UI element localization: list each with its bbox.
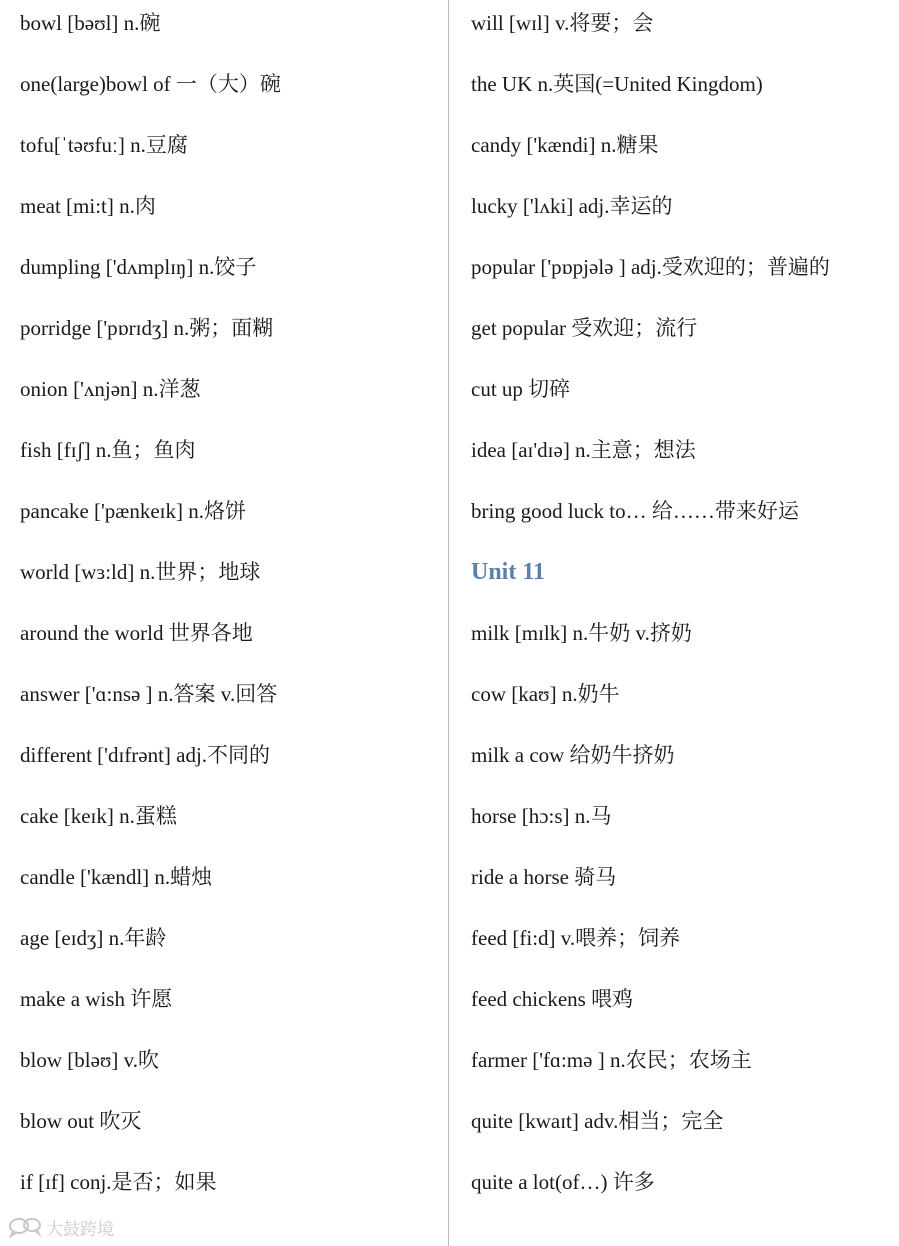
vocab-entry: cut up 切碎 [471, 377, 571, 401]
watermark [8, 1214, 114, 1240]
vocab-entry: porridge ['pɒrɪdʒ] n.粥；面糊 [20, 316, 274, 340]
unit-heading: Unit 11 [471, 559, 546, 585]
vocab-entry: onion ['ʌnjən] n.洋葱 [20, 377, 201, 401]
vocab-entry: answer ['ɑ:nsə ] n.答案 v.回答 [20, 682, 278, 706]
vocab-entry: lucky ['lʌki] adj.幸运的 [471, 194, 673, 218]
vocab-entry: if [ɪf] conj.是否；如果 [20, 1170, 217, 1194]
right-column [471, 0, 891, 1246]
vocab-entry: cow [kaʊ] n.奶牛 [471, 682, 620, 706]
vocab-entry: bowl [bəʊl] n.碗 [20, 11, 161, 35]
vocab-entry: tofu[ˈtəʊfuː] n.豆腐 [20, 133, 188, 157]
vocab-entry: one(large)bowl of 一（大）碗 [20, 72, 281, 96]
vocab-entry: quite [kwaɪt] adv.相当；完全 [471, 1109, 724, 1133]
vocab-entry: different ['dɪfrənt] adj.不同的 [20, 743, 271, 767]
vocab-entry: feed chickens 喂鸡 [471, 987, 634, 1011]
vocab-entry: make a wish 许愿 [20, 987, 173, 1011]
vocab-entry: farmer ['fɑ:mə ] n.农民；农场主 [471, 1048, 752, 1072]
vocab-entry: candy ['kændi] n.糖果 [471, 133, 659, 157]
vocab-entry: cake [keɪk] n.蛋糕 [20, 804, 177, 828]
vocab-entry: the UK n.英国(=United Kingdom) [471, 72, 763, 96]
vocab-entry: ride a horse 骑马 [471, 865, 617, 889]
vocab-entry: horse [hɔ:s] n.马 [471, 804, 612, 828]
vocab-entry: milk a cow 给奶牛挤奶 [471, 743, 675, 767]
vocab-entry: candle ['kændl] n.蜡烛 [20, 865, 213, 889]
vocab-entry: idea [aɪ'dɪə] n.主意；想法 [471, 438, 696, 462]
chat-bubbles-icon [8, 1216, 42, 1238]
left-column [20, 0, 440, 1246]
vocab-entry: dumpling ['dʌmplɪŋ] n.饺子 [20, 255, 257, 279]
vocab-entry: pancake ['pænkeɪk] n.烙饼 [20, 499, 246, 523]
vocab-entry: world [wɜ:ld] n.世界；地球 [20, 560, 261, 584]
watermark-text: 大鼓跨境 [46, 1219, 114, 1239]
vocab-entry: get popular 受欢迎；流行 [471, 316, 698, 340]
column-divider [448, 0, 449, 1246]
vocab-entry: popular ['pɒpjələ ] adj.受欢迎的；普遍的 [471, 255, 830, 279]
vocab-entry: milk [mɪlk] n.牛奶 v.挤奶 [471, 621, 692, 645]
vocab-entry: blow out 吹灭 [20, 1109, 142, 1133]
vocab-entry: fish [fɪʃ] n.鱼；鱼肉 [20, 438, 196, 462]
vocab-entry: will [wɪl] v.将要；会 [471, 11, 654, 35]
vocab-entry: around the world 世界各地 [20, 621, 253, 645]
vocab-entry: bring good luck to… 给……带来好运 [471, 499, 799, 523]
vocab-entry: feed [fi:d] v.喂养；饲养 [471, 926, 681, 950]
vocab-entry: meat [mi:t] n.肉 [20, 194, 156, 218]
vocab-entry: age [eɪdʒ] n.年龄 [20, 926, 167, 950]
vocab-entry: blow [bləʊ] v.吹 [20, 1048, 160, 1072]
vocab-entry: quite a lot(of…) 许多 [471, 1170, 655, 1194]
